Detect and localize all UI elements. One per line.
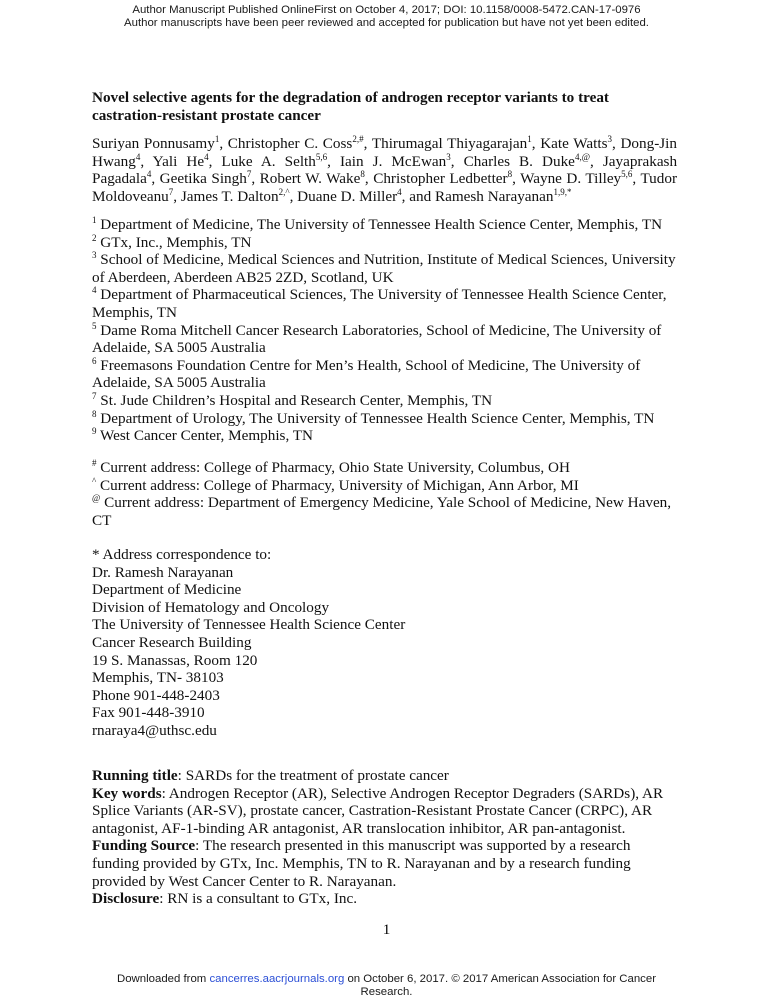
affiliation-text: Freemasons Foundation Centre for Men’s Health, School of Medicine, The University of Adelaide, SA 5005 Australia bbox=[92, 356, 641, 392]
affiliation-number: 5 bbox=[92, 320, 97, 331]
current-address-note bbox=[92, 494, 677, 529]
affiliation-text: GTx, Inc., Memphis, TN bbox=[100, 233, 252, 251]
manuscript-header-line-2: Author manuscripts have been peer reviewed and accepted for publication but have not yet been edited. bbox=[124, 17, 649, 29]
author-affiliation-sup: 4 bbox=[397, 186, 402, 197]
affiliation-number: 9 bbox=[92, 426, 97, 437]
keywords bbox=[92, 785, 677, 838]
correspondence-name: Dr. Ramesh Narayanan bbox=[92, 563, 234, 581]
author: Thirumagal Thiyagarajan bbox=[371, 135, 528, 152]
journal-link[interactable]: cancerres.aacrjournals.org bbox=[209, 973, 345, 985]
author-affiliation-sup: 1 bbox=[527, 134, 532, 144]
author: Kate Watts bbox=[540, 135, 608, 152]
running-title-label: Running title bbox=[92, 767, 178, 784]
affiliation-number: 7 bbox=[92, 390, 97, 401]
author-affiliation-sup: 1,9,* bbox=[553, 186, 572, 197]
current-address-note bbox=[92, 459, 677, 477]
author: Luke A. Selth bbox=[221, 152, 316, 170]
affiliation-number: 3 bbox=[92, 250, 97, 261]
correspondence-building: Cancer Research Building bbox=[92, 633, 252, 651]
author: Christopher C. Coss bbox=[227, 135, 353, 152]
page-number: 1 bbox=[382, 921, 391, 938]
affiliation bbox=[92, 410, 677, 428]
author: Jayaprakash Pagadala bbox=[92, 152, 678, 188]
author-affiliation-sup: 3 bbox=[446, 151, 451, 162]
correspondence-fax: Fax 901-448-3910 bbox=[92, 704, 205, 722]
author: Suriyan Ponnusamy bbox=[92, 135, 215, 152]
author-affiliation-sup: 4 bbox=[204, 151, 209, 162]
current-addresses bbox=[92, 459, 677, 529]
running-title-text: : SARDs for the treatment of prostate cancer bbox=[177, 767, 449, 784]
correspondence-email: rnaraya4@uthsc.edu bbox=[92, 721, 217, 739]
author: Wayne D. Tilley bbox=[520, 170, 622, 188]
author-affiliation-sup: 8 bbox=[360, 169, 365, 180]
affiliation bbox=[92, 286, 677, 321]
author-affiliation-sup: 4 bbox=[135, 151, 141, 162]
note-text: Current address: Department of Emergency Medicine, Yale School of Medicine, New Haven, CT bbox=[92, 494, 672, 529]
footer-suffix: on October 6, 2017. © 2017 American Association for Cancer bbox=[344, 973, 656, 985]
keywords-text: : Androgen Receptor (AR), Selective Androgen Receptor Degraders (SARDs), AR Splice Variants (AR-SV), prostate cancer, Castration-Resistant Prostate Cancer (CRPC), AR antagonist, AF-1-binding AR antagonist, AR translocation inhibitor, AR pan-antagonist. bbox=[92, 784, 664, 837]
funding-source bbox=[92, 837, 677, 890]
author-affiliation-sup: 3 bbox=[607, 134, 612, 144]
affiliation bbox=[92, 216, 677, 234]
funding-text: : The research presented in this manuscript was supported by a research funding provided by GTx, Inc. Memphis, TN to R. Narayanan and by a research funding provided by West Cancer Center to R. Narayanan. bbox=[92, 837, 631, 890]
correspondence-block bbox=[92, 546, 677, 740]
footer-prefix: Downloaded from bbox=[117, 973, 210, 985]
manuscript-header-line-1: Author Manuscript Published OnlineFirst on October 4, 2017; DOI: 10.1158/0008-5472.CAN-17-0976 bbox=[132, 4, 641, 16]
author-affiliation-sup: 4 bbox=[146, 169, 152, 180]
author-affiliation-sup: 7 bbox=[168, 186, 174, 197]
affiliation-text: Department of Pharmaceutical Sciences, The University of Tennessee Health Science Center, Memphis, TN bbox=[92, 286, 667, 321]
author-affiliation-sup: 2,# bbox=[352, 134, 364, 144]
affiliations-list bbox=[92, 216, 677, 445]
affiliation bbox=[92, 322, 677, 357]
correspondence-heading: * Address correspondence to: bbox=[92, 546, 272, 563]
correspondence-institution: The University of Tennessee Health Science Center bbox=[92, 616, 406, 634]
affiliation-text: Department of Medicine, The University of Tennessee Health Science Center, Memphis, TN bbox=[100, 216, 663, 233]
note-symbol: @ bbox=[92, 493, 101, 504]
author-list: Suriyan Ponnusamy$^1$, Christopher C. Coss$^{2,\#}$, Thirumagal Thiyagarajan$^1$, Kate Watts$^3$, Dong-Jin Hwang$^4$, Yali He$^4$, Luke A. Selth$^{5,6}$, Iain J. McEwan$^3$, Charles B. Duke$^{4,@}$, Jayaprakash Pagadala$^4$, Geetika Singh$^7$, Robert W. Wake$^8$, Christopher Ledbetter$^8$, Wayne D. Tilley$^{5,6}$, Tudor Moldoveanu$^7$, James T. Dalton$^{2,\^{}}$, Duane D. Miller$^4$, and Ramesh Narayanan$^{1,9,*}$ bbox=[92, 134, 678, 205]
author-affiliation-sup: 2,^ bbox=[278, 186, 290, 197]
correspondence-city: Memphis, TN- 38103 bbox=[92, 669, 224, 687]
footer-line-2: Research. bbox=[360, 985, 413, 998]
author-affiliation-sup: 8 bbox=[507, 169, 513, 180]
author: Duane D. Miller bbox=[297, 187, 398, 205]
manuscript-metadata bbox=[92, 767, 677, 908]
author-affiliation-sup: 1 bbox=[214, 134, 220, 144]
keywords-label: Key words bbox=[92, 784, 162, 802]
note-text: Current address: College of Pharmacy, University of Michigan, Ann Arbor, MI bbox=[100, 476, 579, 494]
affiliation-number: 6 bbox=[92, 355, 97, 366]
affiliation-number: 8 bbox=[92, 408, 97, 419]
affiliation-number: 4 bbox=[92, 285, 97, 296]
correspondence-street: 19 S. Manassas, Room 120 bbox=[92, 651, 258, 669]
author: Iain J. McEwan bbox=[340, 152, 447, 170]
affiliation bbox=[92, 251, 677, 286]
affiliation-text: Dame Roma Mitchell Cancer Research Laboratories, School of Medicine, The University of Adelaide, SA 5005 Australia bbox=[92, 321, 662, 357]
funding-label: Funding Source bbox=[92, 837, 196, 855]
affiliation bbox=[92, 427, 677, 445]
affiliation bbox=[92, 357, 677, 392]
affiliation-number: 1 bbox=[92, 215, 97, 225]
affiliation-text: St. Jude Children’s Hospital and Research Center, Memphis, TN bbox=[100, 391, 493, 409]
disclosure-label: Disclosure bbox=[92, 890, 160, 908]
affiliation bbox=[92, 234, 677, 252]
running-title bbox=[92, 767, 677, 785]
author: Christopher Ledbetter bbox=[373, 170, 508, 188]
current-address-note bbox=[92, 477, 677, 495]
author: Geetika Singh bbox=[159, 170, 247, 188]
correspondence-division: Division of Hematology and Oncology bbox=[92, 598, 330, 616]
author-affiliation-sup: 5,6 bbox=[621, 169, 633, 180]
author: Ramesh Narayanan bbox=[434, 187, 554, 205]
download-footer bbox=[0, 973, 773, 998]
author: Charles B. Duke bbox=[463, 152, 575, 170]
author: Dong-Jin Hwang bbox=[92, 135, 677, 170]
author: James T. Dalton bbox=[180, 187, 279, 205]
note-text: Current address: College of Pharmacy, Ohio State University, Columbus, OH bbox=[100, 459, 570, 476]
author-affiliation-sup: 4,@ bbox=[574, 151, 590, 162]
correspondence-department: Department of Medicine bbox=[92, 581, 242, 599]
affiliation-text: Department of Urology, The University of Tennessee Health Science Center, Memphis, TN bbox=[100, 409, 655, 427]
author: Robert W. Wake bbox=[259, 170, 361, 188]
disclosure-text: : RN is a consultant to GTx, Inc. bbox=[159, 890, 358, 908]
note-symbol: ^ bbox=[92, 475, 97, 486]
affiliation-text: School of Medicine, Medical Sciences and Nutrition, Institute of Medical Sciences, University of Aberdeen, Aberdeen AB25 2ZD, Scotland, UK bbox=[92, 251, 676, 286]
affiliation-text: West Cancer Center, Memphis, TN bbox=[100, 427, 314, 445]
note-symbol: # bbox=[92, 458, 97, 468]
paper-title: Novel selective agents for the degradation of androgen receptor variants to treat castration-resistant prostate cancer bbox=[92, 89, 609, 124]
author-affiliation-sup: 7 bbox=[246, 169, 252, 180]
author-affiliation-sup: 5,6 bbox=[315, 151, 328, 162]
affiliation bbox=[92, 392, 677, 410]
author: Yali He bbox=[152, 152, 205, 170]
affiliation-number: 2 bbox=[92, 232, 97, 243]
correspondence-phone: Phone 901-448-2403 bbox=[92, 686, 220, 704]
author: Tudor Moldoveanu bbox=[92, 170, 678, 205]
disclosure bbox=[92, 890, 677, 908]
